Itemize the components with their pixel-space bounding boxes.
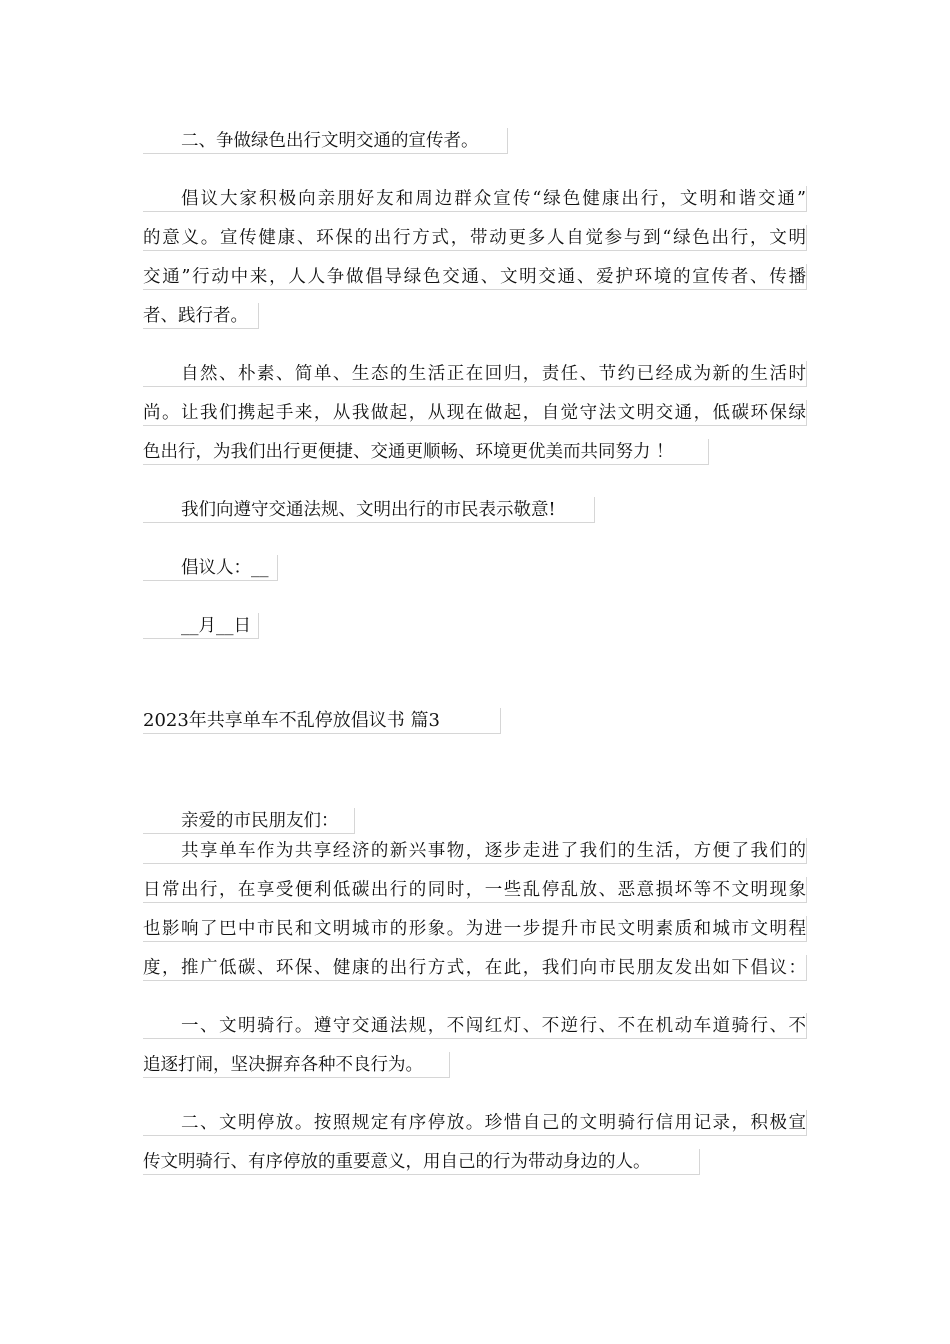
paragraph-line: 色出行，为我们出行更便捷、交通更顺畅、环境更优美而共同努力 ！ [143, 439, 709, 465]
paragraph-line: 我们向遵守交通法规、文明出行的市民表示敬意! [143, 497, 595, 523]
paragraph-line: 一、文明骑行。遵守交通法规，不闯红灯、不逆行、不在机动车道骑行、不 [143, 1013, 807, 1039]
salutation: 亲爱的市民朋友们： [143, 808, 355, 834]
paragraph-line: 交通”行动中来，人人争做倡导绿色交通、文明交通、爱护环境的宣传者、传播 [143, 264, 807, 290]
paragraph-line: 倡议大家积极向亲朋好友和周边群众宣传“绿色健康出行，文明和谐交通” [143, 186, 807, 212]
paragraph-line: 二、争做绿色出行文明交通的宣传者。 [143, 128, 508, 154]
paragraph-line: 日常出行，在享受便利低碳出行的同时，一些乱停乱放、恶意损坏等不文明现象 [143, 877, 807, 903]
paragraph-line: 也影响了巴中市民和文明城市的形象。为进一步提升市民文明素质和城市文明程 [143, 916, 807, 942]
paragraph-line: 度，推广低碳、环保、健康的出行方式，在此，我们向市民朋友发出如下倡议： [143, 955, 807, 981]
paragraph-line: 传文明骑行、有序停放的重要意义，用自己的行为带动身边的人。 [143, 1149, 700, 1175]
paragraph-line: 者、践行者。 [143, 303, 259, 329]
paragraph-line: 尚。让我们携起手来，从我做起，从现在做起，自觉守法文明交通，低碳环保绿 [143, 400, 807, 426]
paragraph-line: 自然、朴素、简单、生态的生活正在回归，责任、节约已经成为新的生活时 [143, 361, 807, 387]
paragraph-line: 二、文明停放。按照规定有序停放。珍惜自己的文明骑行信用记录，积极宣 [143, 1110, 807, 1136]
paragraph-line: 的意义。宣传健康、环保的出行方式，带动更多人自觉参与到“绿色出行，文明 [143, 225, 807, 251]
signature-line: 倡议人：__ [143, 555, 278, 581]
paragraph-line: 共享单车作为共享经济的新兴事物，逐步走进了我们的生活，方便了我们的 [143, 838, 807, 864]
section-heading: 2023年共享单车不乱停放倡议书 篇3 [143, 708, 501, 734]
date-line: __月__日 [143, 613, 259, 639]
paragraph-line: 追逐打闹，坚决摒弃各种不良行为。 [143, 1052, 450, 1078]
